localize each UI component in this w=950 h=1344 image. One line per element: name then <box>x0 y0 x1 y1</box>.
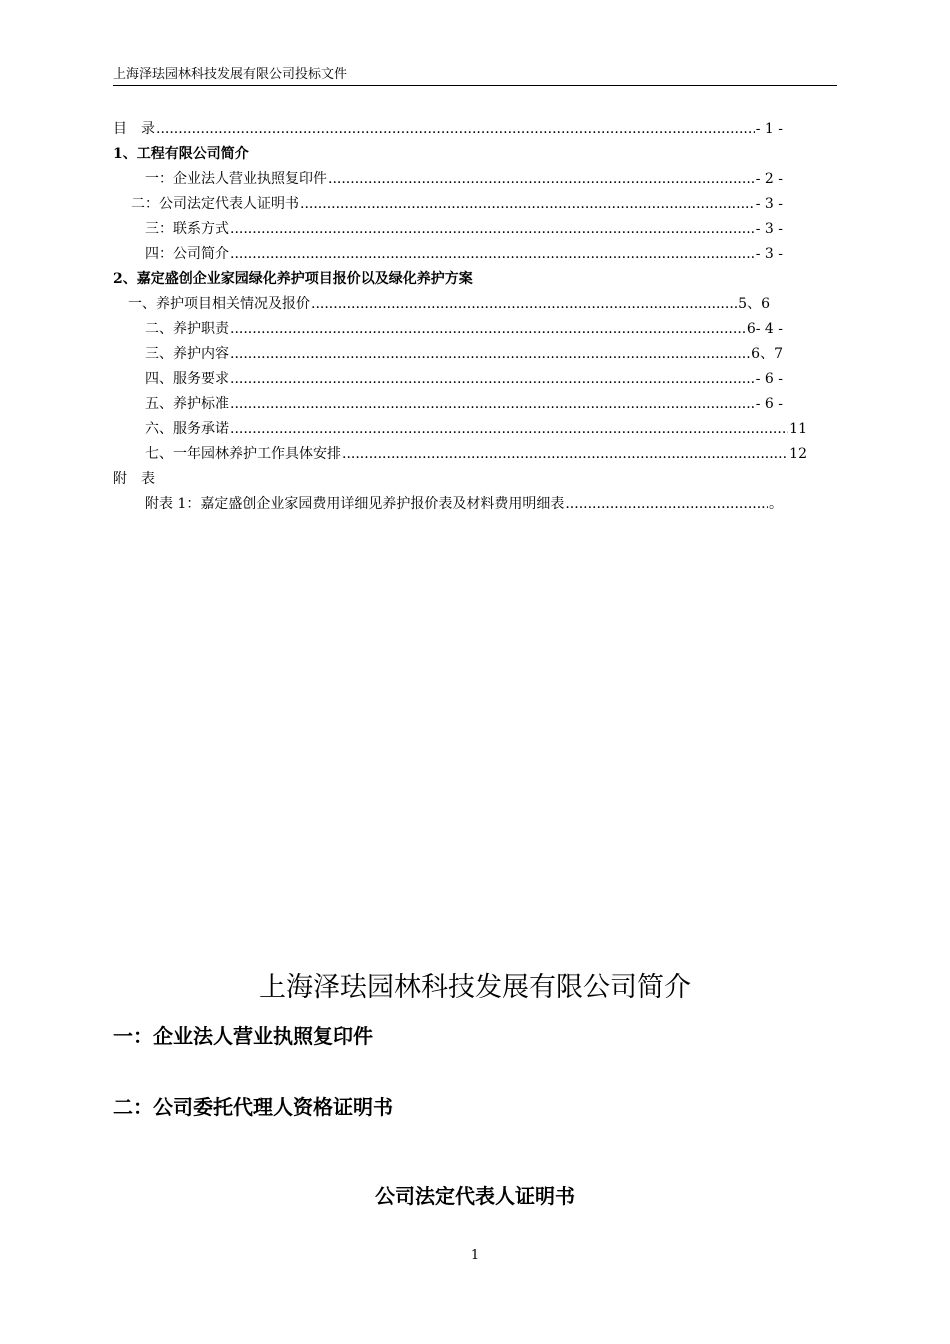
toc-page: 6- 4 - <box>746 321 783 337</box>
toc-title: 六、服务承诺 <box>145 421 229 437</box>
toc-leader <box>230 342 750 367</box>
header-text: 上海泽珐园林科技发展有限公司投标文件 <box>113 67 348 82</box>
page-number: 1 <box>470 1248 480 1263</box>
toc-title: 三：联系方式 <box>145 221 229 237</box>
toc-leader <box>230 242 755 267</box>
toc-title: 目 录 <box>113 121 155 137</box>
toc-leader <box>230 217 755 242</box>
toc-page: 6、7 <box>751 346 783 362</box>
toc-page: - 2 - <box>755 171 783 187</box>
toc-entry-chapter-2[interactable] <box>113 267 783 292</box>
toc-title: 附表 1：嘉定盛创企业家园费用详细见养护报价表及材料费用明细表 <box>145 496 565 512</box>
toc-page: 5、6 <box>738 296 770 312</box>
toc-leader <box>156 117 755 142</box>
toc-page: - 3 - <box>755 246 783 262</box>
toc-page: 11 <box>789 421 807 437</box>
toc-leader <box>311 292 737 317</box>
toc-page: - 6 - <box>755 371 783 387</box>
section-agent-certificate: 二：公司委托代理人资格证明书 <box>113 1095 393 1119</box>
toc-title: 七、一年园林养护工作具体安排 <box>145 446 341 462</box>
toc-leader <box>328 167 755 192</box>
toc-title: 1、工程有限公司简介 <box>113 146 249 162</box>
toc-leader <box>230 417 788 442</box>
toc-page: - 3 - <box>755 196 783 212</box>
toc-title: 二：公司法定代表人证明书 <box>131 196 299 212</box>
toc-page: - 1 - <box>755 121 783 137</box>
table-of-contents <box>113 117 807 517</box>
toc-entry-business-license[interactable] <box>113 167 783 192</box>
toc-leader <box>230 392 755 417</box>
toc-title: 一：企业法人营业执照复印件 <box>145 171 327 187</box>
toc-title: 四：公司简介 <box>145 246 229 262</box>
toc-page: - 3 - <box>755 221 783 237</box>
toc-entry-contact[interactable] <box>113 217 783 242</box>
toc-title: 附 表 <box>113 471 155 487</box>
toc-page: 。 <box>769 496 783 512</box>
toc-title: 二、养护职责 <box>145 321 229 337</box>
toc-entry-legal-rep[interactable] <box>113 192 783 217</box>
toc-entry-contents[interactable] <box>113 117 783 142</box>
toc-entry-standards[interactable] <box>113 392 783 417</box>
toc-title: 三、养护内容 <box>145 346 229 362</box>
toc-entry-duties[interactable] <box>113 317 783 342</box>
company-intro-title: 上海泽珐园林科技发展有限公司简介 <box>259 972 691 1003</box>
toc-entry-project-quote[interactable] <box>113 292 770 317</box>
toc-entry-content[interactable] <box>113 342 783 367</box>
legal-rep-certificate-title: 公司法定代表人证明书 <box>375 1184 575 1208</box>
toc-leader <box>565 492 768 517</box>
toc-title: 2、嘉定盛创企业家园绿化养护项目报价以及绿化养护方案 <box>113 271 473 287</box>
toc-entry-annual-plan[interactable] <box>113 442 807 467</box>
page-header <box>113 66 837 86</box>
toc-leader <box>230 317 746 342</box>
toc-leader <box>300 192 755 217</box>
toc-leader <box>342 442 788 467</box>
toc-entry-appendix[interactable] <box>113 467 783 492</box>
toc-entry-appendix-1[interactable] <box>113 492 783 517</box>
toc-entry-company-intro[interactable] <box>113 242 783 267</box>
section-business-license: 一：企业法人营业执照复印件 <box>113 1024 373 1048</box>
toc-page: 12 <box>789 446 807 462</box>
toc-entry-commitment[interactable] <box>113 417 807 442</box>
toc-title: 五、养护标准 <box>145 396 229 412</box>
toc-entry-chapter-1[interactable] <box>113 142 783 167</box>
toc-leader <box>230 367 755 392</box>
toc-title: 四、服务要求 <box>145 371 229 387</box>
toc-page: - 6 - <box>755 396 783 412</box>
toc-entry-requirements[interactable] <box>113 367 783 392</box>
toc-title: 一、养护项目相关情况及报价 <box>128 296 310 312</box>
